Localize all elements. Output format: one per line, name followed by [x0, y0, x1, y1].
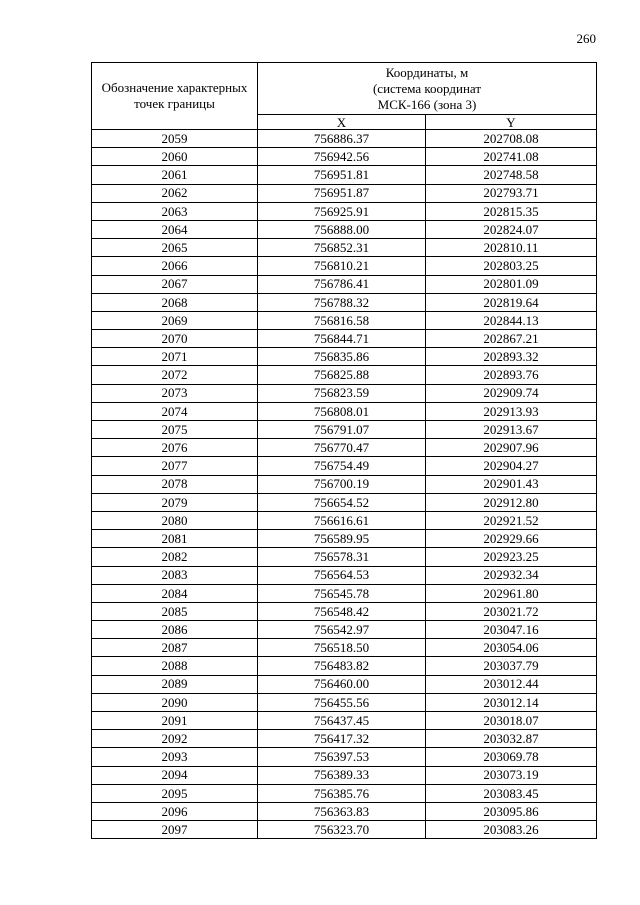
x-coordinate-cell: 756323.70	[258, 821, 426, 839]
y-coordinate-cell: 203069.78	[426, 748, 597, 766]
table-row	[92, 748, 597, 766]
table-row	[92, 639, 597, 657]
point-id-cell: 2077	[92, 457, 258, 475]
point-id-cell: 2076	[92, 439, 258, 457]
point-id-cell: 2069	[92, 311, 258, 329]
table-row	[92, 802, 597, 820]
x-coordinate-cell: 756616.61	[258, 511, 426, 529]
x-coordinate-cell: 756385.76	[258, 784, 426, 802]
x-coordinate-cell: 756437.45	[258, 712, 426, 730]
y-coordinate-cell: 202907.96	[426, 439, 597, 457]
point-id-cell: 2095	[92, 784, 258, 802]
point-id-cell: 2090	[92, 693, 258, 711]
x-coordinate-cell: 756397.53	[258, 748, 426, 766]
y-coordinate-cell: 203037.79	[426, 657, 597, 675]
table-row	[92, 275, 597, 293]
x-coordinate-cell: 756363.83	[258, 802, 426, 820]
y-coordinate-cell: 202893.32	[426, 348, 597, 366]
point-id-cell: 2066	[92, 257, 258, 275]
point-id-cell: 2074	[92, 402, 258, 420]
table-row	[92, 130, 597, 148]
table-row	[92, 566, 597, 584]
x-coordinate-cell: 756852.31	[258, 239, 426, 257]
point-id-cell: 2078	[92, 475, 258, 493]
table-row	[92, 257, 597, 275]
y-coordinate-cell: 202867.21	[426, 330, 597, 348]
x-coordinate-cell: 756455.56	[258, 693, 426, 711]
x-coordinate-cell: 756825.88	[258, 366, 426, 384]
y-coordinate-cell: 203032.87	[426, 730, 597, 748]
x-coordinate-cell: 756548.42	[258, 602, 426, 620]
y-coordinate-cell: 203018.07	[426, 712, 597, 730]
x-coordinate-cell: 756816.58	[258, 311, 426, 329]
y-coordinate-cell: 202913.67	[426, 421, 597, 439]
point-id-cell: 2067	[92, 275, 258, 293]
point-id-cell: 2061	[92, 166, 258, 184]
table-row	[92, 511, 597, 529]
point-id-cell: 2062	[92, 184, 258, 202]
x-coordinate-cell: 756835.86	[258, 348, 426, 366]
point-id-cell: 2070	[92, 330, 258, 348]
table-row	[92, 421, 597, 439]
table-body	[92, 130, 597, 839]
header-x: X	[258, 115, 426, 130]
y-coordinate-cell: 202741.08	[426, 148, 597, 166]
point-id-cell: 2060	[92, 148, 258, 166]
point-id-cell: 2063	[92, 202, 258, 220]
x-coordinate-cell: 756951.81	[258, 166, 426, 184]
x-coordinate-cell: 756788.32	[258, 293, 426, 311]
point-id-cell: 2083	[92, 566, 258, 584]
table-row	[92, 784, 597, 802]
header-y: Y	[426, 115, 597, 130]
x-coordinate-cell: 756770.47	[258, 439, 426, 457]
table-row	[92, 821, 597, 839]
point-id-cell: 2079	[92, 493, 258, 511]
y-coordinate-cell: 203083.26	[426, 821, 597, 839]
x-coordinate-cell: 756417.32	[258, 730, 426, 748]
x-coordinate-cell: 756564.53	[258, 566, 426, 584]
point-id-cell: 2092	[92, 730, 258, 748]
table-row	[92, 202, 597, 220]
x-coordinate-cell: 756888.00	[258, 220, 426, 238]
header-point-designation	[92, 63, 258, 130]
point-id-cell: 2094	[92, 766, 258, 784]
x-coordinate-cell: 756786.41	[258, 275, 426, 293]
point-id-cell: 2080	[92, 511, 258, 529]
y-coordinate-cell: 202810.11	[426, 239, 597, 257]
x-coordinate-cell: 756483.82	[258, 657, 426, 675]
table-row	[92, 148, 597, 166]
x-coordinate-cell: 756589.95	[258, 530, 426, 548]
y-coordinate-cell: 202904.27	[426, 457, 597, 475]
y-coordinate-cell: 203083.45	[426, 784, 597, 802]
point-id-cell: 2085	[92, 602, 258, 620]
y-coordinate-cell: 202921.52	[426, 511, 597, 529]
y-coordinate-cell: 202793.71	[426, 184, 597, 202]
table-row	[92, 584, 597, 602]
point-id-cell: 2084	[92, 584, 258, 602]
table-row	[92, 330, 597, 348]
x-coordinate-cell: 756518.50	[258, 639, 426, 657]
y-coordinate-cell: 202961.80	[426, 584, 597, 602]
table-row	[92, 348, 597, 366]
table-row	[92, 602, 597, 620]
y-coordinate-cell: 202913.93	[426, 402, 597, 420]
point-id-cell: 2093	[92, 748, 258, 766]
table-row	[92, 657, 597, 675]
point-id-cell: 2081	[92, 530, 258, 548]
y-coordinate-cell: 202708.08	[426, 130, 597, 148]
header-coords-line-3: МСК-166 (зона 3)	[377, 96, 477, 112]
y-coordinate-cell: 202815.35	[426, 202, 597, 220]
y-coordinate-cell: 202912.80	[426, 493, 597, 511]
x-coordinate-cell: 756545.78	[258, 584, 426, 602]
table-row	[92, 621, 597, 639]
point-id-cell: 2086	[92, 621, 258, 639]
table-row	[92, 184, 597, 202]
table-row	[92, 166, 597, 184]
x-coordinate-cell: 756844.71	[258, 330, 426, 348]
y-coordinate-cell: 202819.64	[426, 293, 597, 311]
header-coords-line-1: Координаты, м	[385, 64, 469, 80]
y-coordinate-cell: 202803.25	[426, 257, 597, 275]
point-id-cell: 2087	[92, 639, 258, 657]
point-id-cell: 2064	[92, 220, 258, 238]
point-id-cell: 2082	[92, 548, 258, 566]
table-row	[92, 366, 597, 384]
point-id-cell: 2065	[92, 239, 258, 257]
table-row	[92, 239, 597, 257]
point-id-cell: 2071	[92, 348, 258, 366]
table-row	[92, 493, 597, 511]
page-number: 260	[576, 31, 596, 46]
point-id-cell: 2097	[92, 821, 258, 839]
y-coordinate-cell: 202748.58	[426, 166, 597, 184]
y-coordinate-cell: 203012.14	[426, 693, 597, 711]
y-coordinate-cell: 202923.25	[426, 548, 597, 566]
y-coordinate-cell: 202932.34	[426, 566, 597, 584]
point-id-cell: 2072	[92, 366, 258, 384]
y-coordinate-cell: 203073.19	[426, 766, 597, 784]
y-coordinate-cell: 202824.07	[426, 220, 597, 238]
table-row	[92, 457, 597, 475]
y-coordinate-cell: 202801.09	[426, 275, 597, 293]
table-row	[92, 311, 597, 329]
x-coordinate-cell: 756460.00	[258, 675, 426, 693]
x-coordinate-cell: 756578.31	[258, 548, 426, 566]
point-id-cell: 2059	[92, 130, 258, 148]
table-row	[92, 766, 597, 784]
y-coordinate-cell: 203095.86	[426, 802, 597, 820]
y-coordinate-cell: 203054.06	[426, 639, 597, 657]
x-coordinate-cell: 756791.07	[258, 421, 426, 439]
x-coordinate-cell: 756808.01	[258, 402, 426, 420]
table-row	[92, 475, 597, 493]
point-id-cell: 2075	[92, 421, 258, 439]
y-coordinate-cell: 202909.74	[426, 384, 597, 402]
table-row	[92, 402, 597, 420]
header-coordinates	[258, 63, 597, 115]
y-coordinate-cell: 202844.13	[426, 311, 597, 329]
header-point-text: Обозначение характерных точек границы	[101, 80, 248, 111]
x-coordinate-cell: 756810.21	[258, 257, 426, 275]
x-coordinate-cell: 756700.19	[258, 475, 426, 493]
point-id-cell: 2089	[92, 675, 258, 693]
x-coordinate-cell: 756886.37	[258, 130, 426, 148]
table-row	[92, 293, 597, 311]
x-coordinate-cell: 756754.49	[258, 457, 426, 475]
table-row	[92, 384, 597, 402]
x-coordinate-cell: 756925.91	[258, 202, 426, 220]
x-coordinate-cell: 756542.97	[258, 621, 426, 639]
x-coordinate-cell: 756654.52	[258, 493, 426, 511]
table-row	[92, 730, 597, 748]
y-coordinate-cell: 203012.44	[426, 675, 597, 693]
point-id-cell: 2091	[92, 712, 258, 730]
table-row	[92, 548, 597, 566]
x-coordinate-cell: 756389.33	[258, 766, 426, 784]
coordinates-table	[91, 62, 597, 839]
y-coordinate-cell: 202901.43	[426, 475, 597, 493]
table-row	[92, 530, 597, 548]
x-coordinate-cell: 756942.56	[258, 148, 426, 166]
point-id-cell: 2088	[92, 657, 258, 675]
x-coordinate-cell: 756823.59	[258, 384, 426, 402]
point-id-cell: 2068	[92, 293, 258, 311]
point-id-cell: 2073	[92, 384, 258, 402]
y-coordinate-cell: 202893.76	[426, 366, 597, 384]
table-row	[92, 439, 597, 457]
table-row	[92, 712, 597, 730]
table-row	[92, 693, 597, 711]
x-coordinate-cell: 756951.87	[258, 184, 426, 202]
y-coordinate-cell: 203021.72	[426, 602, 597, 620]
table-header	[92, 63, 597, 130]
y-coordinate-cell: 202929.66	[426, 530, 597, 548]
y-coordinate-cell: 203047.16	[426, 621, 597, 639]
point-id-cell: 2096	[92, 802, 258, 820]
header-coords-line-2: (система координат	[372, 80, 482, 96]
table-row	[92, 220, 597, 238]
table-row	[92, 675, 597, 693]
